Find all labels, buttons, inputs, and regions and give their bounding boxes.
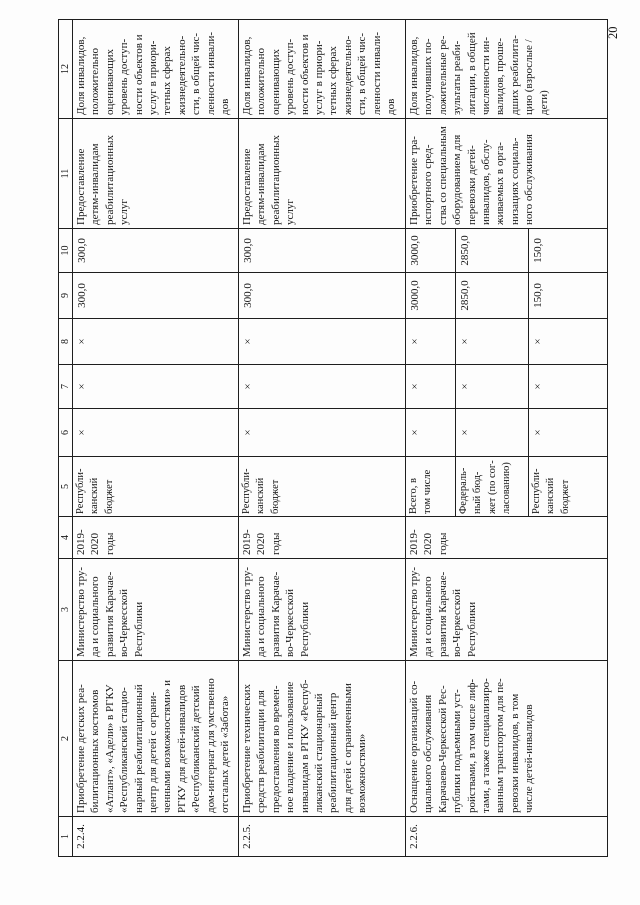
result-cell: Предоставление детям-инвалидам реабилитационных услуг [73, 119, 239, 229]
col9-amount-cell: 3000,0 [406, 273, 456, 319]
executor-cell: Министерство тру- да и социального развития Карачае- во-Черкесской Республики [239, 559, 406, 661]
column-header: 6 [59, 409, 73, 457]
funding-source-cell: Республи- канский бюджет [239, 457, 406, 517]
table-row [239, 20, 406, 857]
col10-amount-cell: 300,0 [239, 229, 406, 273]
result-cell: Предоставление детям-инвалидам реабилитационных услуг [239, 119, 406, 229]
column-header: 2 [59, 661, 73, 817]
executor-cell: Министерство тру- да и социального развития Карачае- во-Черкесской Республики [406, 559, 608, 661]
indicator-cell: Доля инвалидов, положительно оценивающих уровень доступ- ности объектов и услуг в приори- тетных сферах жизнедеятельно- сти, в общей чис- ленности инвали- дов [239, 20, 406, 119]
column-number-row [59, 20, 73, 857]
table-row [406, 20, 456, 857]
column-header: 3 [59, 559, 73, 661]
col8-cell: × [73, 319, 239, 365]
col7-cell: × [529, 365, 608, 409]
funding-source-cell: Республи- канский бюджет [73, 457, 239, 517]
funding-source-cell: Всего, в том числе [406, 457, 456, 517]
col9-amount-cell: 300,0 [73, 273, 239, 319]
col7-cell: × [456, 365, 529, 409]
executor-cell: Министерство тру- да и социального развития Карачае- во-Черкесской Республики [73, 559, 239, 661]
col8-cell: × [456, 319, 529, 365]
column-header: 11 [59, 119, 73, 229]
col9-amount-cell: 150,0 [529, 273, 608, 319]
period-cell: 2019- 2020 годы [239, 517, 406, 559]
col7-cell: × [73, 365, 239, 409]
col6-cell: × [239, 409, 406, 457]
col8-cell: × [406, 319, 456, 365]
column-header: 7 [59, 365, 73, 409]
col9-amount-cell: 2850,0 [456, 273, 529, 319]
table-row [73, 20, 239, 857]
col10-amount-cell: 300,0 [73, 229, 239, 273]
period-cell: 2019- 2020 годы [406, 517, 608, 559]
activity-cell: Приобретение детских реа- билитационных костюмов «Атлант», «Адели» в РГКУ «Республиканский стацио- нарный реабилитационный центр для детей с ограни- ченными возможностями» и РГКУ для детей-инвалидов «Республиканский детский дом-интернат для умственно отсталых детей «Забота» [73, 661, 239, 817]
period-cell: 2019- 2020 годы [73, 517, 239, 559]
column-header: 10 [59, 229, 73, 273]
activity-cell: Приобретение технических средств реабилитации для предоставления во времен- ное владение и пользование инвалидам в РГКУ «Респуб- ликанский стационарный реабилитационный центр для детей с ограниченными возможностями» [239, 661, 406, 817]
col7-cell: × [406, 365, 456, 409]
column-header: 4 [59, 517, 73, 559]
col8-cell: × [529, 319, 608, 365]
column-header: 9 [59, 273, 73, 319]
col8-cell: × [239, 319, 406, 365]
col7-cell: × [239, 365, 406, 409]
funding-source-cell: Республи- канский бюджет [529, 457, 608, 517]
col9-amount-cell: 300,0 [239, 273, 406, 319]
funding-source-cell: Федераль- ный бюд- жет (по сог- ласованию) [456, 457, 529, 517]
row-number-cell: 2.2.6. [406, 817, 608, 857]
col6-cell: × [406, 409, 456, 457]
column-header: 8 [59, 319, 73, 365]
col6-cell: × [529, 409, 608, 457]
activities-table [58, 19, 608, 857]
result-cell: Приобретение тра- нспортного сред- ства со специальным оборудованием для перевозки детей- инвалидов, обслу- живаемых в орга- низациях социаль- ного обслуживания [406, 119, 608, 229]
col10-amount-cell: 3000,0 [406, 229, 456, 273]
indicator-cell: Доля инвалидов, получивших по- ложительные ре- зультаты реаби- литации, в общей численности ин- валидов, проше- дших реабилита- цию (взрослые / дети) [406, 20, 608, 119]
col10-amount-cell: 150,0 [529, 229, 608, 273]
activity-cell: Оснащение организаций со- циального обслуживания Карачаево-Черкесской Рес- публики подъемными уст- ройствами, в том числе лиф- тами, а также специализиро- ванным транспортом для пе- ревозки инвалидов, в том числе детей-инвалидов [406, 661, 608, 817]
indicator-cell: Доля инвалидов, положительно оценивающих уровень доступ- ности объектов и услуг в приори- тетных сферах жизнедеятельно- сти, в общей чис- ленности инвали- дов [73, 20, 239, 119]
column-header: 12 [59, 20, 73, 119]
column-header: 1 [59, 817, 73, 857]
page-number: 20 [606, 26, 620, 39]
row-number-cell: 2.2.5. [239, 817, 406, 857]
col10-amount-cell: 2850,0 [456, 229, 529, 273]
col6-cell: × [73, 409, 239, 457]
col6-cell: × [456, 409, 529, 457]
column-header: 5 [59, 457, 73, 517]
row-number-cell: 2.2.4. [73, 817, 239, 857]
